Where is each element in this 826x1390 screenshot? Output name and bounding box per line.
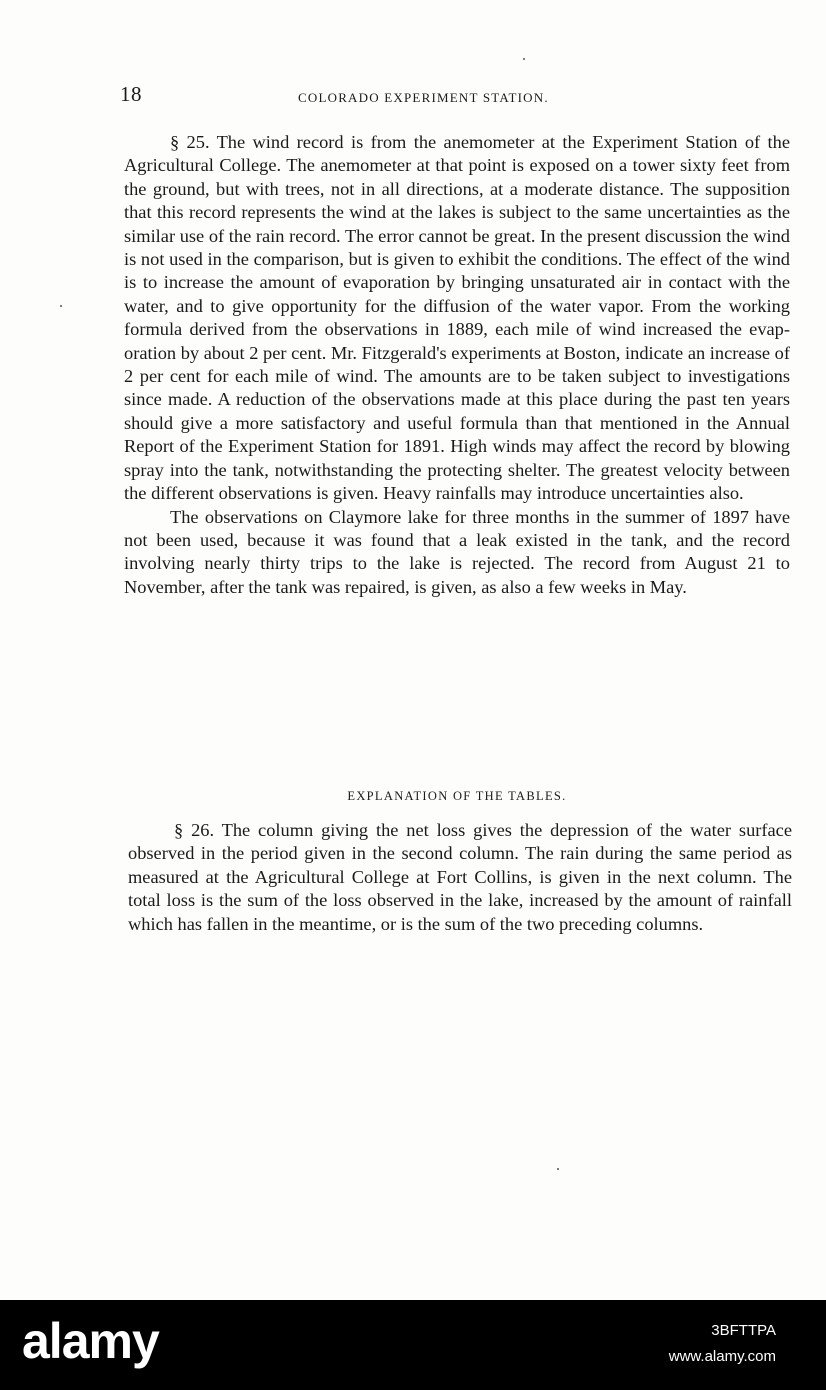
paragraph-section-26: § 26. The column giving the net loss gives the depression of the water surface observed in the period given in the second column. The rain during the same period as measured at the Agricultural College at Fort Collins, is given in the next column. The total loss is the sum of the loss observed in the lake, increased by the amount of rainfall which has fallen in the meantime, or is the sum of the two preceding columns. [128,820,792,934]
paragraph-section-25: § 25. The wind record is from the anemometer at the Experiment Station of the Agricultural College. The anemometer at that point is exposed on a tower sixty feet from the ground, but with trees, not in all directions, at a moderate distance. The supposition that this record represents the wind at the lakes is subject to the same uncertainties as the similar use of the rain record. The error cannot be great. In the present discussion the wind is not used in the comparison, but is given to exhibit the conditions. The effect of the wind is to increase the amount of evaporation by bringing unsaturated air in contact with the water, and to give opportunity for the diffusion of the water vapor. From the working formula derived from the observations in 1889, each mile of wind increased the evaporation by about 2 per cent. Mr. Fitzgerald's experiments at Boston, indicate an increase of 2 per cent for each mile of wind. The amounts are to be taken subject to investigations since made. A reduction of the observations made at this place during the past ten years should give a more satisfactory and useful formula than that mentioned in the Annual Report of the Experiment Station for 1891. High winds may affect the record by blowing spray into the tank, notwithstanding the protecting shelter. The greatest velocity between the different observations is given. Heavy rainfalls may introduce uncertainties also. [124,132,790,504]
section-25-text [124,131,790,599]
image-id: 3BFTTPA [711,1322,776,1339]
watermark-bar [0,1300,826,1390]
running-head: COLORADO EXPERIMENT STATION. [298,90,549,105]
alamy-logo: alamy [22,1313,159,1369]
paragraph-claymore-lake: The observations on Claymore lake for three months in the summer of 1897 have not been used, because it was found that a leak existed in the tank, and the record involving nearly thirty trips to the lake is rejected. The record from August 21 to November, after the tank was repaired, is given, as also a few weeks in May. [124,506,790,597]
print-speck [60,305,62,307]
section-heading: EXPLANATION OF THE TABLES. [347,789,567,803]
page-header [120,82,792,112]
print-speck [557,1168,559,1170]
page-number: 18 [120,82,142,106]
print-speck [523,58,525,60]
section-26-text [128,819,792,936]
watermark-url: www.alamy.com [668,1348,776,1365]
